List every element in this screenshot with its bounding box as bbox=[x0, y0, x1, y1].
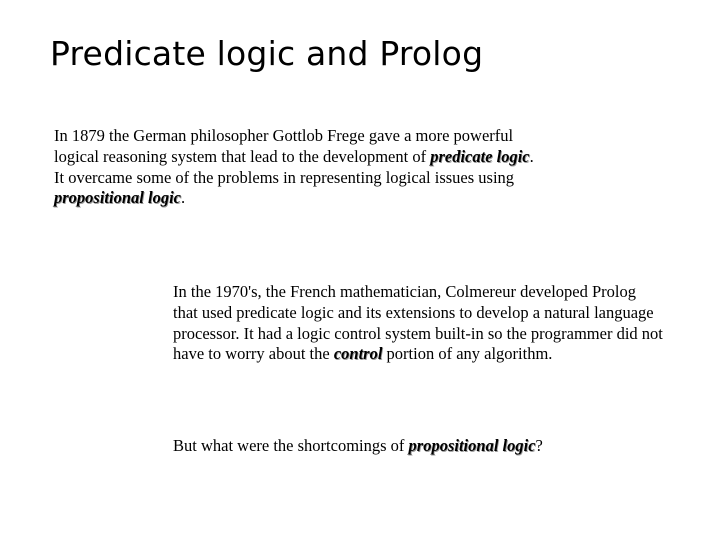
frege-text-3: . bbox=[180, 188, 186, 208]
frege-paragraph bbox=[54, 126, 534, 209]
frege-text-1: In 1879 the German philosopher Gottlob Frege gave a more powerful logical reasoning system that lead to the development of bbox=[54, 126, 514, 166]
propositional-logic-emphasis: propositional logic bbox=[54, 188, 181, 208]
propositional-logic-question-emphasis: propositional logic bbox=[408, 436, 536, 455]
question-text-2: ? bbox=[535, 436, 543, 455]
question-paragraph bbox=[173, 436, 663, 457]
question-text-1: But what were the shortcomings of bbox=[173, 436, 409, 455]
colmereur-paragraph bbox=[173, 282, 663, 365]
control-emphasis: control bbox=[333, 344, 383, 364]
slide-title: Predicate logic and Prolog bbox=[50, 34, 484, 73]
colmereur-text-1: In the 1970's, the French mathematician, Colmereur developed Prolog that used predicate logic and its extensions to develop a natural language processor. It had a logic control system built-in so the programmer did not have to worry about the bbox=[173, 282, 663, 364]
frege-text-2: . It overcame some of the problems in representing logical issues using bbox=[54, 146, 534, 187]
colmereur-text-2: portion of any algorithm. bbox=[382, 344, 553, 364]
predicate-logic-emphasis: predicate logic bbox=[430, 146, 530, 166]
